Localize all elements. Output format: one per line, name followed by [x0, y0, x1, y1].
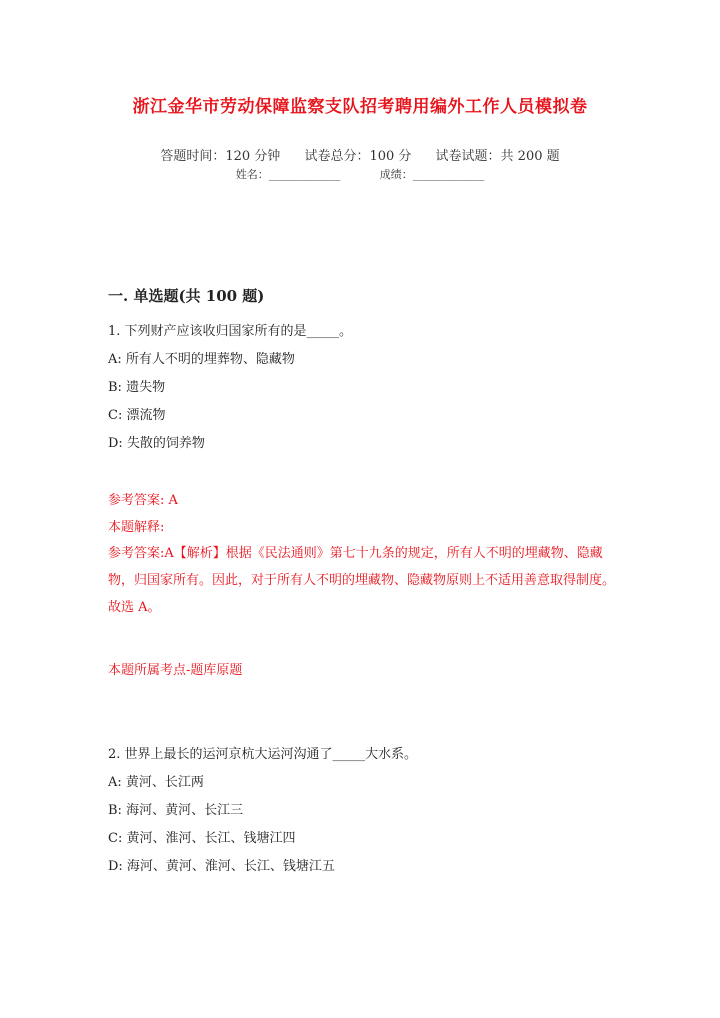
question-1-option-c: C: 漂流物 — [108, 408, 166, 423]
question-2-stem: 2. 世界上最长的运河京杭大运河沟通了_____大水系。 — [108, 747, 418, 762]
question-2-option-c: C: 黄河、淮河、长江、钱塘江四 — [108, 831, 296, 846]
exam-total-questions: 试卷试题：共 200 题 — [435, 149, 560, 164]
exam-time: 答题时间：120 分钟 — [160, 149, 281, 164]
exam-title: 浙江金华市劳动保障监察支队招考聘用编外工作人员模拟卷 — [132, 97, 588, 117]
name-field: 姓名：_____________ — [235, 168, 341, 181]
exam-meta — [0, 145, 720, 164]
question-1-option-b: B: 遗失物 — [108, 380, 166, 395]
question-1-explanation: 参考答案:A【解析】根据《民法通则》第七十九条的规定，所有人不明的埋藏物、隐藏物，归国家所有。因此，对于所有人不明的埋藏物、隐藏物原则上不适用善意取得制度。故选 A。 — [108, 546, 616, 615]
question-2-option-b: B: 海河、黄河、长江三 — [108, 803, 244, 818]
question-1-stem: 1. 下列财产应该收归国家所有的是_____。 — [108, 324, 353, 339]
question-1-option-d: D: 失散的饲养物 — [108, 436, 205, 451]
section-title: 一. 单选题(共 100 题) — [108, 287, 265, 305]
question-1-source: 本题所属考点-题库原题 — [108, 663, 243, 678]
question-1-explain-label: 本题解释: — [108, 520, 165, 535]
question-2-option-a: A: 黄河、长江两 — [108, 775, 204, 790]
question-1-answer: 参考答案: A — [108, 493, 178, 508]
question-1-option-a: A: 所有人不明的埋葬物、隐藏物 — [108, 352, 295, 367]
candidate-line — [0, 166, 720, 182]
score-field: 成绩：_____________ — [379, 168, 485, 181]
exam-total-score: 试卷总分：100 分 — [304, 149, 412, 164]
question-2-option-d: D: 海河、黄河、淮河、长江、钱塘江五 — [108, 859, 335, 874]
